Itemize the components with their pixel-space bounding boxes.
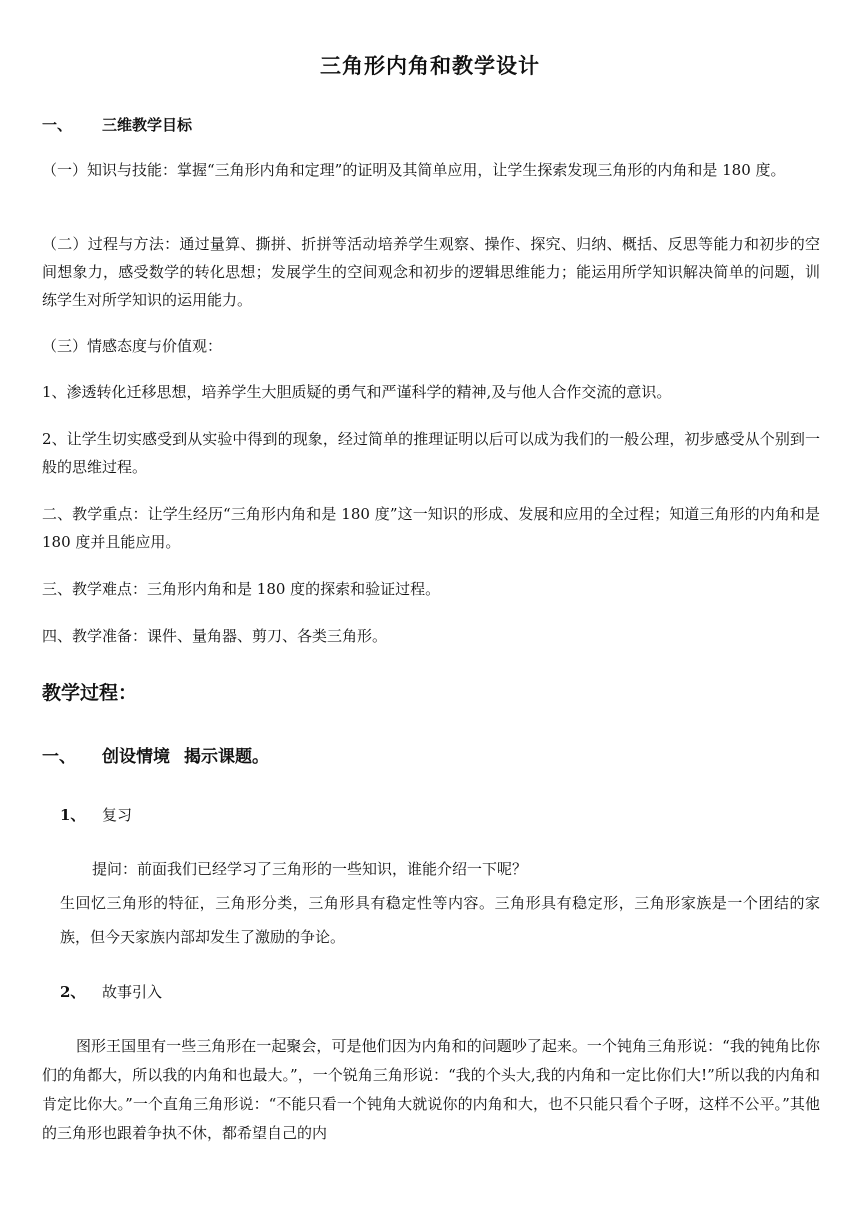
review-subheading [60, 804, 132, 825]
difficulty-paragraph: 三、教学难点：三角形内角和是 180 度的探索和验证过程。 [42, 580, 441, 598]
goal-knowledge-paragraph: （一）知识与技能：掌握“三角形内角和定理”的证明及其简单应用，让学生探索发现三角形的内角和是 180 度。 [42, 161, 786, 179]
story-subheading [60, 981, 162, 1002]
process-heading: 教学过程： [42, 682, 138, 704]
stage-title-part2: 揭示课题。 [184, 747, 269, 767]
goal-emotion-heading: （三）情感态度与价值观： [42, 337, 223, 355]
key-point-paragraph: 二、教学重点：让学生经历“三角形内角和是 180 度”这一知识的形成、发展和应用的全过程；知道三角形的内角和是 180 度并且能应用。 [42, 505, 820, 551]
review-label: 复习 [102, 806, 133, 824]
review-number: 1、 [60, 806, 86, 824]
stage-title-part1: 创设情境 [102, 747, 170, 767]
document-title: 三角形内角和教学设计 [320, 53, 540, 78]
goal-emotion-item-1: 1、渗透转化迁移思想，培养学生大胆质疑的勇气和严谨科学的精神,及与他人合作交流的意识。 [42, 383, 672, 401]
story-paragraph: 图形王国里有一些三角形在一起聚会，可是他们因为内角和的问题吵了起来。一个钝角三角形说：“我的钝角比你们的角都大，所以我的内角和也最大。”，一个锐角三角形说：“我的个头大,我的内角和一定比你们大!”所以我的内角和肯定比你大。”一个直角三角形说：“不能只看一个钝角大就说你的内角和大，也不只能只看个子呀，这样不公平。”其他的三角形也跟着争执不休，都希望自己的内 [42, 1037, 820, 1142]
story-number: 2、 [60, 983, 86, 1001]
section-title: 三维教学目标 [102, 116, 193, 134]
preparation-paragraph: 四、教学准备：课件、量角器、剪刀、各类三角形。 [42, 627, 388, 645]
stage-number: 一、 [42, 747, 76, 767]
goal-process-paragraph: （二）过程与方法：通过量算、撕拼、折拼等活动培养学生观察、操作、探究、归纳、概括、反思等能力和初步的空间想象力，感受数学的转化思想；发展学生的空间观念和初步的逻辑思维能力；能运用所学知识解决简单的问题，训练学生对所学知识的运用能力。 [42, 235, 820, 309]
stage-heading [42, 742, 269, 767]
section-heading-goals [42, 114, 192, 135]
goal-emotion-item-2: 2、让学生切实感受到从实验中得到的现象，经过简单的推理证明以后可以成为我们的一般公理，初步感受从个别到一般的思维过程。 [42, 430, 820, 476]
review-text-block [60, 852, 820, 954]
review-question: 提问：前面我们已经学习了三角形的一些知识，谁能介绍一下呢？ [92, 860, 528, 878]
section-number: 一、 [42, 116, 73, 134]
story-label: 故事引入 [102, 983, 163, 1001]
review-answer: 生回忆三角形的特征，三角形分类，三角形具有稳定性等内容。三角形具有稳定形，三角形家族是一个团结的家族，但今天家族内部却发生了激励的争论。 [60, 894, 820, 946]
